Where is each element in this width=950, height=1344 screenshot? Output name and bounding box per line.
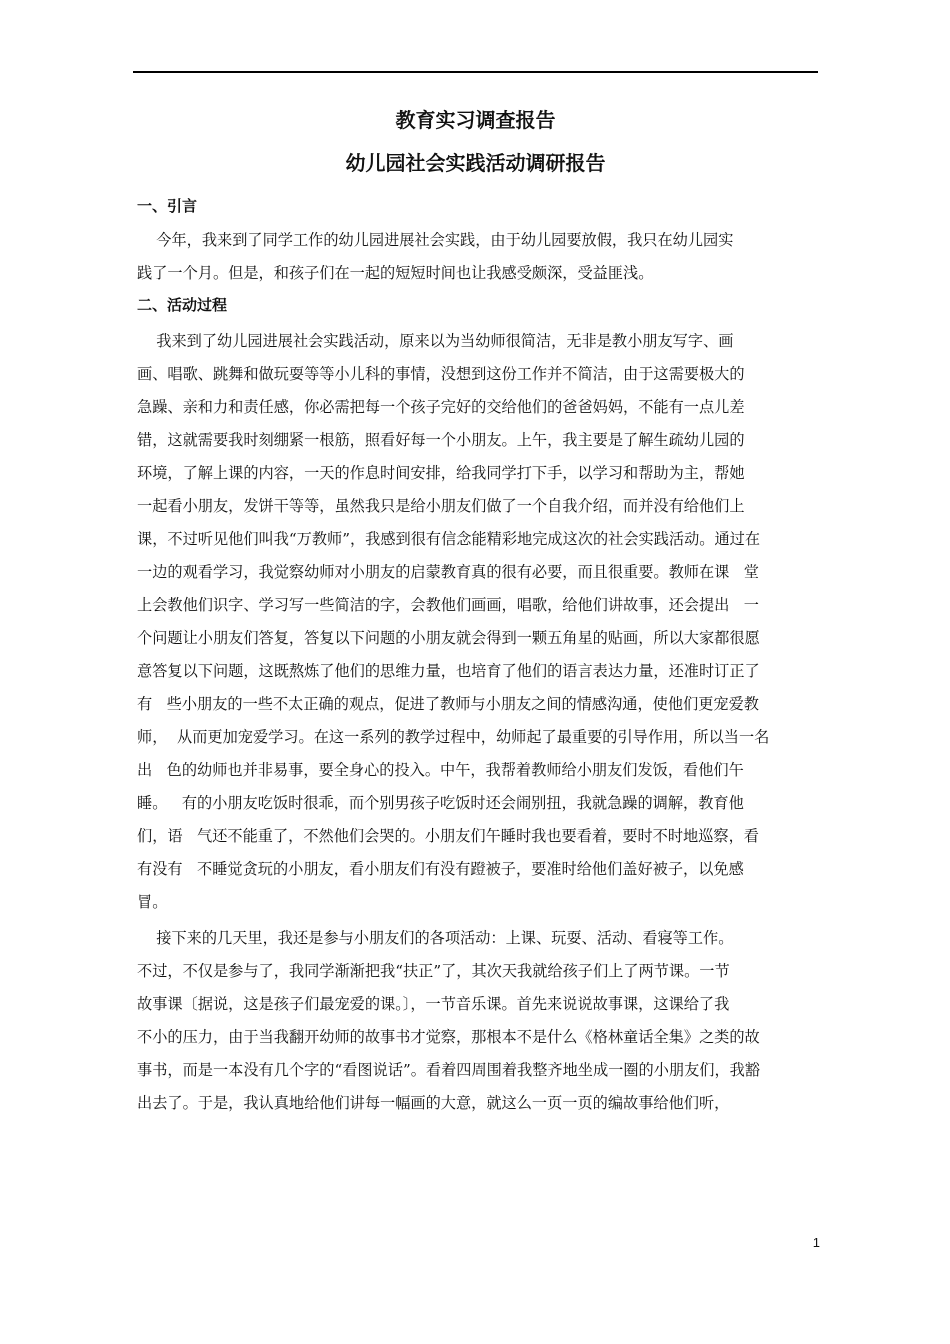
page-number: 1 — [812, 1235, 820, 1250]
text-line: 出 色的幼师也并非易事，要全身心的投入。中午，我帮着教师给小朋友们发饭，看他们午 — [137, 761, 744, 779]
text-line: 睡。 有的小朋友吃饭时很乖，而个别男孩子吃饭时还会闹别扭，我就急躁的调解，教育他 — [137, 794, 744, 812]
section-heading-activity-process: 二、活动过程 — [137, 296, 228, 314]
text-line: 出去了。于是，我认真地给他们讲每一幅画的大意，就这么一页一页的编故事给他们听， — [137, 1094, 730, 1112]
text-line: 急躁、亲和力和责任感，你必需把每一个孩子完好的交给他们的爸爸妈妈，不能有一点儿差 — [137, 398, 745, 416]
text-line: 上会教他们识字、学习写一些简洁的字，会教他们画画，唱歌，给他们讲故事，还会提出 一 — [137, 596, 759, 614]
text-line: 意答复以下问题，这既熬炼了他们的思维力量，也培育了他们的语言表达力量，还准时订正了 — [137, 662, 760, 680]
text-line: 事书，而是一本没有几个字的“看图说话”。看着四周围着我整齐地坐成一圈的小朋友们，我豁 — [137, 1061, 761, 1079]
text-line: 践了一个月。但是，和孩子们在一起的短短时间也让我感受颇深，受益匪浅。 — [137, 264, 654, 282]
text-line: 画、唱歌、跳舞和做玩耍等等小儿科的事情，没想到这份工作并不简洁，由于这需要极大的 — [137, 365, 745, 383]
text-line: 不过，不仅是参与了，我同学渐渐把我“扶正”了，其次天我就给孩子们上了两节课。一节 — [137, 962, 730, 980]
text-line: 有没有 不睡觉贪玩的小朋友，看小朋友们有没有蹬被子，要准时给他们盖好被子，以免感 — [137, 860, 744, 878]
text-line: 们，语 气还不能重了，不然他们会哭的。小朋友们午睡时我也要看着，要时不时地巡察，看 — [137, 827, 759, 845]
text-line: 错，这就需要我时刻绷紧一根筋，照看好每一个小朋友。上午，我主要是了解生疏幼儿园的 — [137, 431, 745, 449]
text-line: 一起看小朋友，发饼干等等，虽然我只是给小朋友们做了一个自我介绍，而并没有给他们上 — [137, 497, 745, 515]
text-line: 故事课〔据说，这是孩子们最宠爱的课。〕，一节音乐课。首先来说说故事课，这课给了我 — [137, 995, 730, 1013]
text-line: 环境，了解上课的内容，一天的作息时间安排，给我同学打下手，以学习和帮助为主，帮她 — [137, 464, 745, 482]
text-line: 我来到了幼儿园进展社会实践活动，原来以为当幼师很简洁，无非是教小朋友写字、画 — [137, 332, 734, 350]
text-line: 接下来的几天里，我还是参与小朋友们的各项活动：上课、玩耍、活动、看寝等工作。 — [137, 929, 734, 947]
document-title: 教育实习调查报告 — [395, 108, 556, 132]
text-line: 有 些小朋友的一些不太正确的观点，促进了教师与小朋友之间的情感沟通，使他们更宠爱教 — [137, 695, 759, 713]
text-line: 课，不过听见他们叫我“万教师”，我感到很有信念能精彩地完成这次的社会实践活动。通过在 — [137, 530, 761, 548]
text-line: 今年，我来到了同学工作的幼儿园进展社会实践，由于幼儿园要放假，我只在幼儿园实 — [137, 231, 734, 249]
header-rule — [133, 71, 818, 73]
text-line: 不小的压力，由于当我翻开幼师的故事书才觉察，那根本不是什么《格林童话全集》之类的故 — [137, 1028, 760, 1046]
section-heading-introduction: 一、引言 — [137, 197, 198, 215]
text-line: 一边的观看学习，我觉察幼师对小朋友的启蒙教育真的很有必要，而且很重要。教师在课 堂 — [137, 563, 759, 581]
text-line: 师， 从而更加宠爱学习。在这一系列的教学过程中，幼师起了最重要的引导作用，所以当一名 — [137, 728, 770, 746]
document-subtitle: 幼儿园社会实践活动调研报告 — [345, 151, 606, 175]
text-line: 个问题让小朋友们答复，答复以下问题的小朋友就会得到一颗五角星的贴画，所以大家都很愿 — [137, 629, 760, 647]
text-line: 冒。 — [137, 893, 168, 911]
